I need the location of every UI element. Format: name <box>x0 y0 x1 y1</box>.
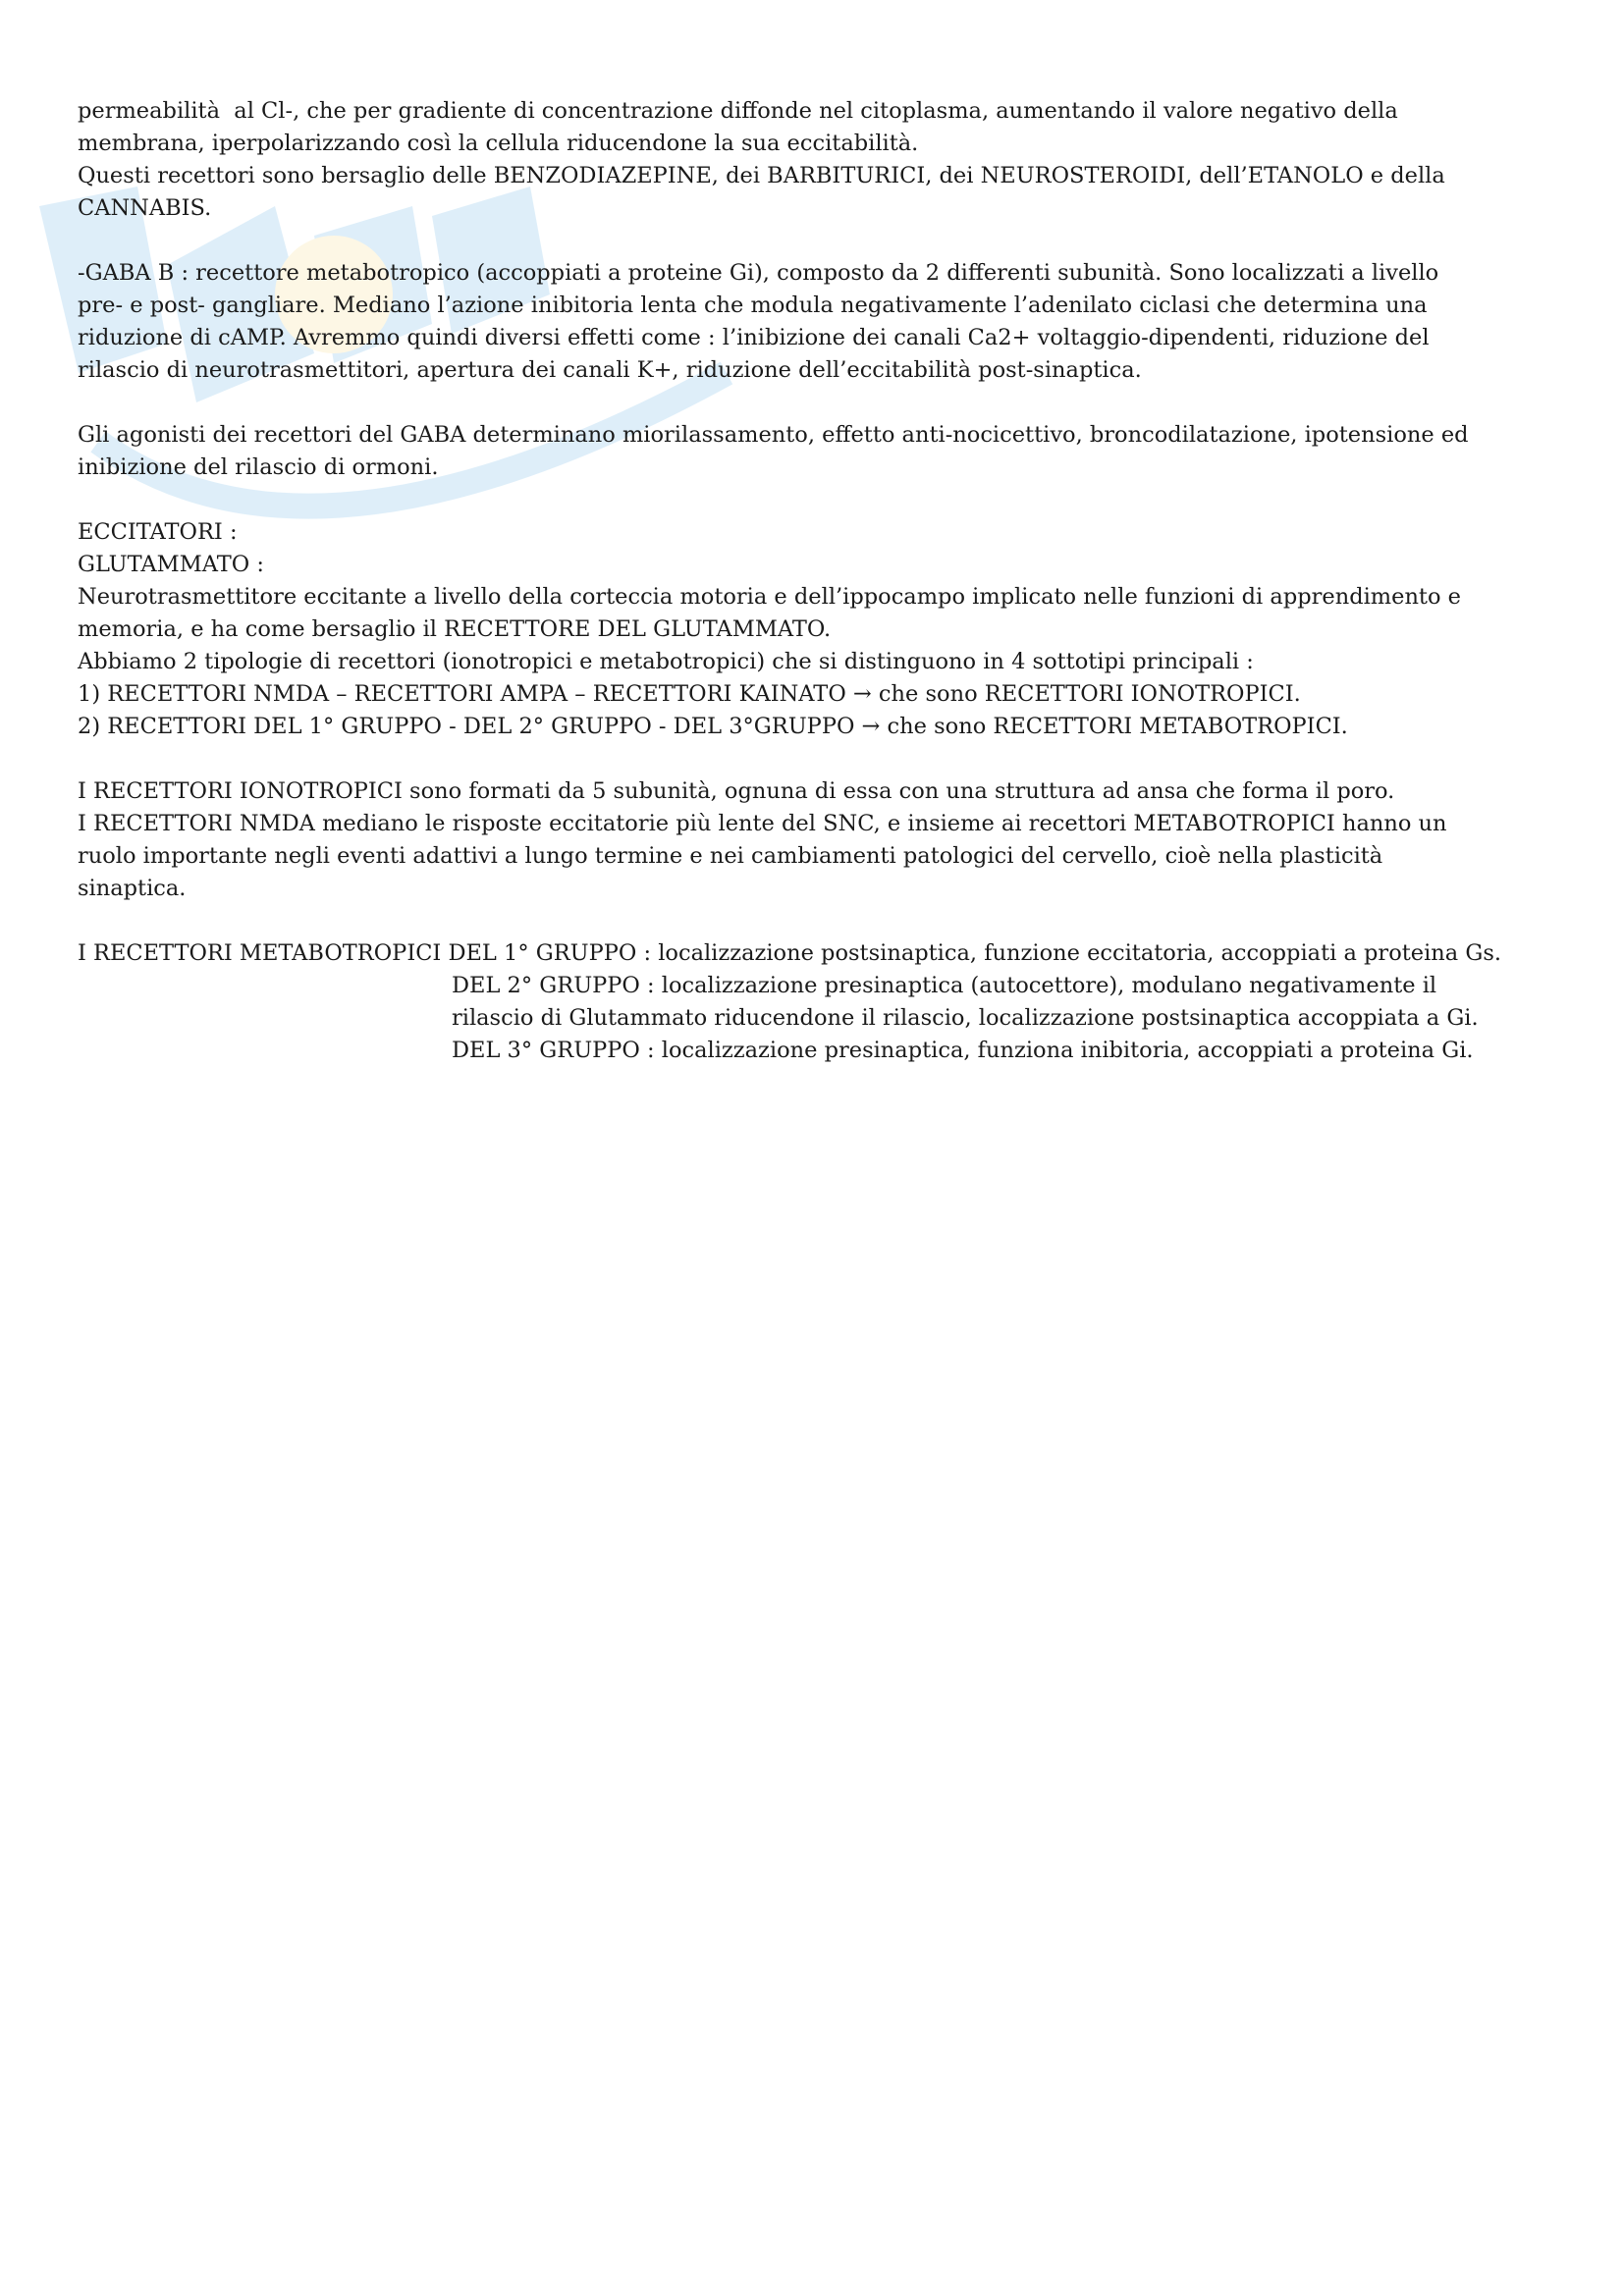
document-body <box>78 95 1550 1099</box>
indented-line: rilascio di Glutammato riducendone il rilascio, localizzazione postsinaptica accoppiata a Gi. <box>452 1005 1479 1031</box>
text-line: inibizione del rilascio di ormoni. <box>78 454 439 480</box>
text-line: pre- e post- gangliare. Mediano l’azione inibitoria lenta che modula negativamente l’adenilato ciclasi che determina una <box>78 293 1428 318</box>
text-line: I RECETTORI METABOTROPICI DEL 1° GRUPPO : localizzazione postsinaptica, funzione eccitatoria, accoppiati a proteina Gs. <box>78 940 1502 966</box>
text-line: I RECETTORI NMDA mediano le risposte eccitatorie più lente del SNC, e insieme ai recettori METABOTROPICI hanno un <box>78 811 1447 836</box>
paragraph-gaba-b <box>78 257 1550 387</box>
list-item: 2) RECETTORI DEL 1° GRUPPO - DEL 2° GRUPPO - DEL 3°GRUPPO → che sono RECETTORI METABOTROPICI. <box>78 714 1348 739</box>
subsection-heading: GLUTAMMATO : <box>78 552 264 577</box>
text-line: Questi recettori sono bersaglio delle BENZODIAZEPINE, dei BARBITURICI, dei NEUROSTEROIDI, dell’ETANOLO e della <box>78 163 1445 188</box>
paragraph-gaba-agonists <box>78 419 1550 484</box>
text-line: Neurotrasmettitore eccitante a livello della corteccia motoria e dell’ippocampo implicato nelle funzioni di apprendimento e <box>78 584 1461 610</box>
list-item: 1) RECETTORI NMDA – RECETTORI AMPA – RECETTORI KAINATO → che sono RECETTORI IONOTROPICI. <box>78 681 1301 707</box>
paragraph-gaba-a-continuation <box>78 95 1550 225</box>
text-line: rilascio di neurotrasmettitori, apertura dei canali K+, riduzione dell’eccitabilità post-sinaptica. <box>78 357 1142 383</box>
text-line: membrana, iperpolarizzando così la cellula riducendone la sua eccitabilità. <box>78 131 919 156</box>
indented-line: DEL 2° GRUPPO : localizzazione presinaptica (autocettore), modulano negativamente il <box>452 973 1437 998</box>
text-line: ruolo importante negli eventi adattivi a lungo termine e nei cambiamenti patologici del cervello, cioè nella plasticità <box>78 843 1383 869</box>
text-line: Abbiamo 2 tipologie di recettori (ionotropici e metabotropici) che si distinguono in 4 sottotipi principali : <box>78 649 1254 674</box>
text-line: memoria, e ha come bersaglio il RECETTORE DEL GLUTAMMATO. <box>78 616 832 642</box>
text-line: riduzione di cAMP. Avremmo quindi diversi effetti come : l’inibizione dei canali Ca2+ voltaggio-dipendenti, riduzione del <box>78 325 1430 350</box>
paragraph-ionotropic <box>78 775 1550 905</box>
text-line: sinaptica. <box>78 876 187 901</box>
paragraph-metabotropic <box>78 937 1550 1067</box>
indented-line: DEL 3° GRUPPO : localizzazione presinaptica, funziona inibitoria, accoppiati a proteina Gi. <box>452 1038 1474 1063</box>
text-line: CANNABIS. <box>78 195 212 221</box>
text-line: Gli agonisti dei recettori del GABA determinano miorilassamento, effetto anti-nocicettivo, broncodilatazione, ipotensione ed <box>78 422 1469 448</box>
paragraph-glutamate <box>78 516 1550 743</box>
text-line: permeabilità al Cl-, che per gradiente di concentrazione diffonde nel citoplasma, aumentando il valore negativo della <box>78 98 1398 124</box>
text-line: I RECETTORI IONOTROPICI sono formati da 5 subunità, ognuna di essa con una struttura ad ansa che forma il poro. <box>78 778 1395 804</box>
text-line: -GABA B : recettore metabotropico (accoppiati a proteine Gi), composto da 2 differenti subunità. Sono localizzati a livello <box>78 260 1439 286</box>
section-heading: ECCITATORI : <box>78 519 238 545</box>
